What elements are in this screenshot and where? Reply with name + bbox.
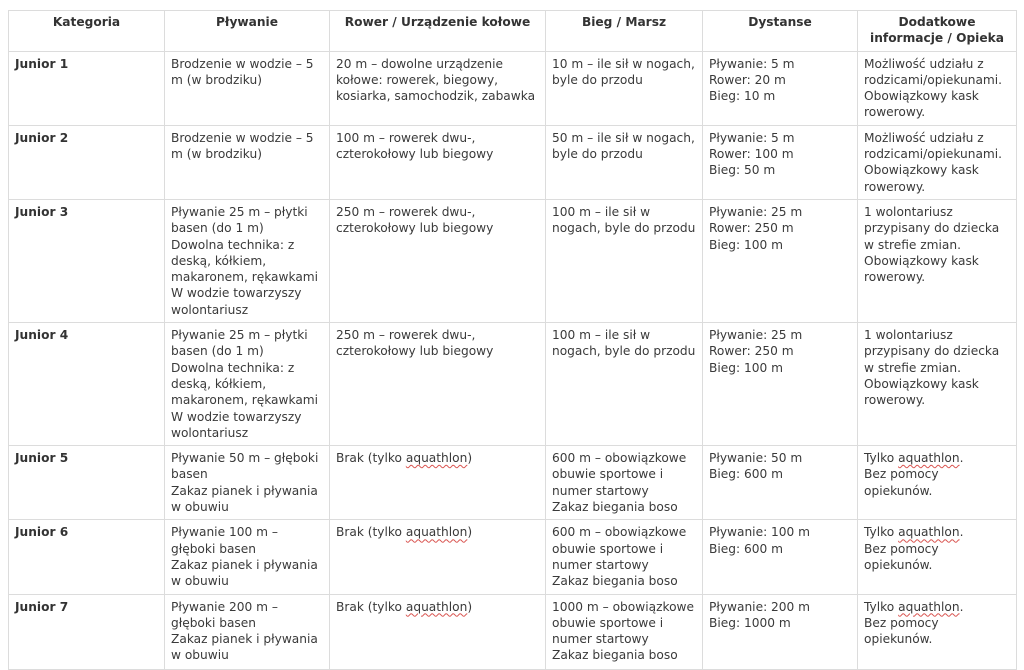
info-line: Bez pomocy opiekunów. [864,615,939,647]
spellcheck-word: aquathlon [405,599,468,614]
header-run: Bieg / Marsz [546,11,703,52]
info-line: Obowiązkowy kask rowerowy. [864,253,979,285]
header-row [9,11,1017,52]
run-line: Zakaz biegania boso [552,574,678,589]
info-cell [858,199,1017,322]
table-row [9,446,1017,520]
swim-line: Zakaz pianek i pływania w obuwiu [171,483,318,515]
swim-cell [165,520,330,594]
swim-line: Pływanie 25 m – płytki basen (do 1 m) [171,204,308,236]
swim-line: Dowolna technika: z deską, kółkiem, makaronem, rękawkami [171,360,319,408]
info-line: Możliwość udziału z rodzicami/opiekunami. [864,56,1003,87]
info-line: Bez pomocy opiekunów. [864,467,939,498]
bike-cell [330,125,546,199]
swim-line: Dowolna technika: z deską, kółkiem, makaronem, rękawkami [171,237,319,285]
header-swim: Pływanie [165,11,330,52]
run-line: 1000 m – obowiązkowe obuwie sportowe i numer startowy [552,599,695,647]
bike-cell [330,446,546,520]
info-prefix: Tylko [864,451,899,466]
swim-line: Zakaz pianek i pływania w obuwiu [171,557,318,589]
distances-cell [703,323,858,446]
run-line: 10 m – ile sił w nogach, byle do przodu [552,56,695,87]
table-row [9,594,1017,669]
distance-bike: Rower: 100 m [709,147,794,162]
header-info: Dodatkowe informacje / Opieka [858,11,1017,52]
table-row [9,199,1017,322]
distance-swim: Pływanie: 100 m [709,525,811,540]
swim-line: Pływanie 50 m – głęboki basen [171,451,319,482]
bike-prefix: Brak (tylko [336,451,406,466]
category-cell: Junior 1 [9,51,165,125]
swim-line: Pływanie 200 m – głęboki basen [171,599,278,630]
run-line: 50 m – ile sił w nogach, byle do przodu [552,130,695,162]
spellcheck-word: aquathlon [405,525,468,540]
info-line [864,524,1010,540]
run-line: Zakaz biegania boso [552,648,678,663]
info-suffix: . [959,525,964,540]
swim-line: Pływanie 100 m – głęboki basen [171,525,278,556]
table-row [9,125,1017,199]
swim-line: Pływanie 25 m – płytki basen (do 1 m) [171,328,308,359]
bike-suffix: ) [467,599,473,614]
categories-table [8,10,1017,670]
bike-line: 100 m – rowerek dwu-, czterokołowy lub biegowy [336,130,494,162]
bike-prefix: Brak (tylko [336,525,406,540]
distance-swim: Pływanie: 5 m [709,56,795,71]
run-line: 100 m – ile sił w nogach, byle do przodu [552,204,696,236]
swim-line: Zakaz pianek i pływania w obuwiu [171,632,318,663]
distance-run: Bieg: 600 m [709,541,783,556]
run-cell [546,594,703,669]
bike-cell [330,323,546,446]
bike-line: 250 m – rowerek dwu-, czterokołowy lub biegowy [336,204,494,236]
bike-suffix: ) [467,525,473,540]
distance-bike: Rower: 250 m [709,344,794,359]
header-bike: Rower / Urządzenie kołowe [330,11,546,52]
bike-cell [330,520,546,594]
distance-run: Bieg: 100 m [709,360,783,375]
run-cell [546,446,703,520]
spellcheck-word: aquathlon [898,525,960,540]
category-cell: Junior 7 [9,594,165,669]
distances-cell [703,446,858,520]
bike-cell [330,51,546,125]
info-cell [858,594,1017,669]
info-line: 1 wolontariusz przypisany do dziecka w strefie zmian. [864,328,1000,375]
info-prefix: Tylko [864,525,899,540]
category-cell: Junior 6 [9,520,165,594]
swim-line: Brodzenie w wodzie – 5 m (w brodziku) [171,56,314,87]
table-row [9,51,1017,125]
distances-cell [703,594,858,669]
info-cell [858,51,1017,125]
info-line: Możliwość udziału z rodzicami/opiekunami. [864,130,1003,162]
table-row [9,520,1017,594]
info-cell [858,520,1017,594]
swim-line: Brodzenie w wodzie – 5 m (w brodziku) [171,130,314,162]
bike-cell [330,199,546,322]
header-distances: Dystanse [703,11,858,52]
swim-cell [165,51,330,125]
header-category: Kategoria [9,11,165,52]
run-line: 100 m – ile sił w nogach, byle do przodu [552,328,696,359]
info-cell [858,446,1017,520]
distance-bike: Rower: 20 m [709,72,786,87]
bike-cell [330,594,546,669]
run-cell [546,520,703,594]
swim-cell [165,594,330,669]
spellcheck-word: aquathlon [898,451,960,466]
category-cell: Junior 2 [9,125,165,199]
spellcheck-word: aquathlon [898,599,960,614]
run-cell [546,323,703,446]
distance-swim: Pływanie: 25 m [709,204,803,219]
info-line: Bez pomocy opiekunów. [864,541,939,572]
distance-swim: Pływanie: 5 m [709,130,795,145]
distance-run: Bieg: 1000 m [709,615,791,630]
info-line [864,599,1010,615]
category-cell: Junior 5 [9,446,165,520]
distance-swim: Pływanie: 50 m [709,451,803,466]
run-cell [546,199,703,322]
distances-cell [703,125,858,199]
info-line: Obowiązkowy kask rowerowy. [864,163,979,194]
run-line: 600 m – obowiązkowe obuwie sportowe i numer startowy [552,451,687,498]
distance-swim: Pływanie: 25 m [709,328,803,343]
distances-cell [703,520,858,594]
run-cell [546,125,703,199]
info-line: 1 wolontariusz przypisany do dziecka w strefie zmian. [864,204,1000,252]
info-suffix: . [959,599,964,614]
category-cell: Junior 3 [9,199,165,322]
swim-cell [165,199,330,322]
run-line: Zakaz biegania boso [552,500,678,515]
distance-bike: Rower: 250 m [709,221,794,236]
swim-cell [165,323,330,446]
info-line: Obowiązkowy kask rowerowy. [864,376,979,408]
swim-cell [165,125,330,199]
bike-line: 250 m – rowerek dwu-, czterokołowy lub biegowy [336,328,494,359]
spellcheck-word: aquathlon [405,451,468,466]
bike-suffix: ) [467,451,473,466]
info-prefix: Tylko [864,599,899,614]
bike-prefix: Brak (tylko [336,599,406,614]
distances-cell [703,51,858,125]
distance-run: Bieg: 100 m [709,237,783,252]
distance-swim: Pływanie: 200 m [709,599,811,614]
distance-run: Bieg: 10 m [709,89,776,104]
distance-run: Bieg: 600 m [709,467,783,482]
info-line: Obowiązkowy kask rowerowy. [864,89,979,120]
table-row [9,323,1017,446]
run-line: 600 m – obowiązkowe obuwie sportowe i numer startowy [552,525,687,572]
swim-cell [165,446,330,520]
info-suffix: . [959,451,964,466]
swim-line: W wodzie towarzyszy wolontariusz [171,409,302,440]
distance-run: Bieg: 50 m [709,163,776,178]
info-cell [858,125,1017,199]
distances-cell [703,199,858,322]
run-cell [546,51,703,125]
info-cell [858,323,1017,446]
swim-line: W wodzie towarzyszy wolontariusz [171,286,302,317]
bike-line: 20 m – dowolne urządzenie kołowe: rowerek, biegowy, kosiarka, samochodzik, zabawka [336,56,536,104]
info-line [864,450,1010,466]
category-cell: Junior 4 [9,323,165,446]
